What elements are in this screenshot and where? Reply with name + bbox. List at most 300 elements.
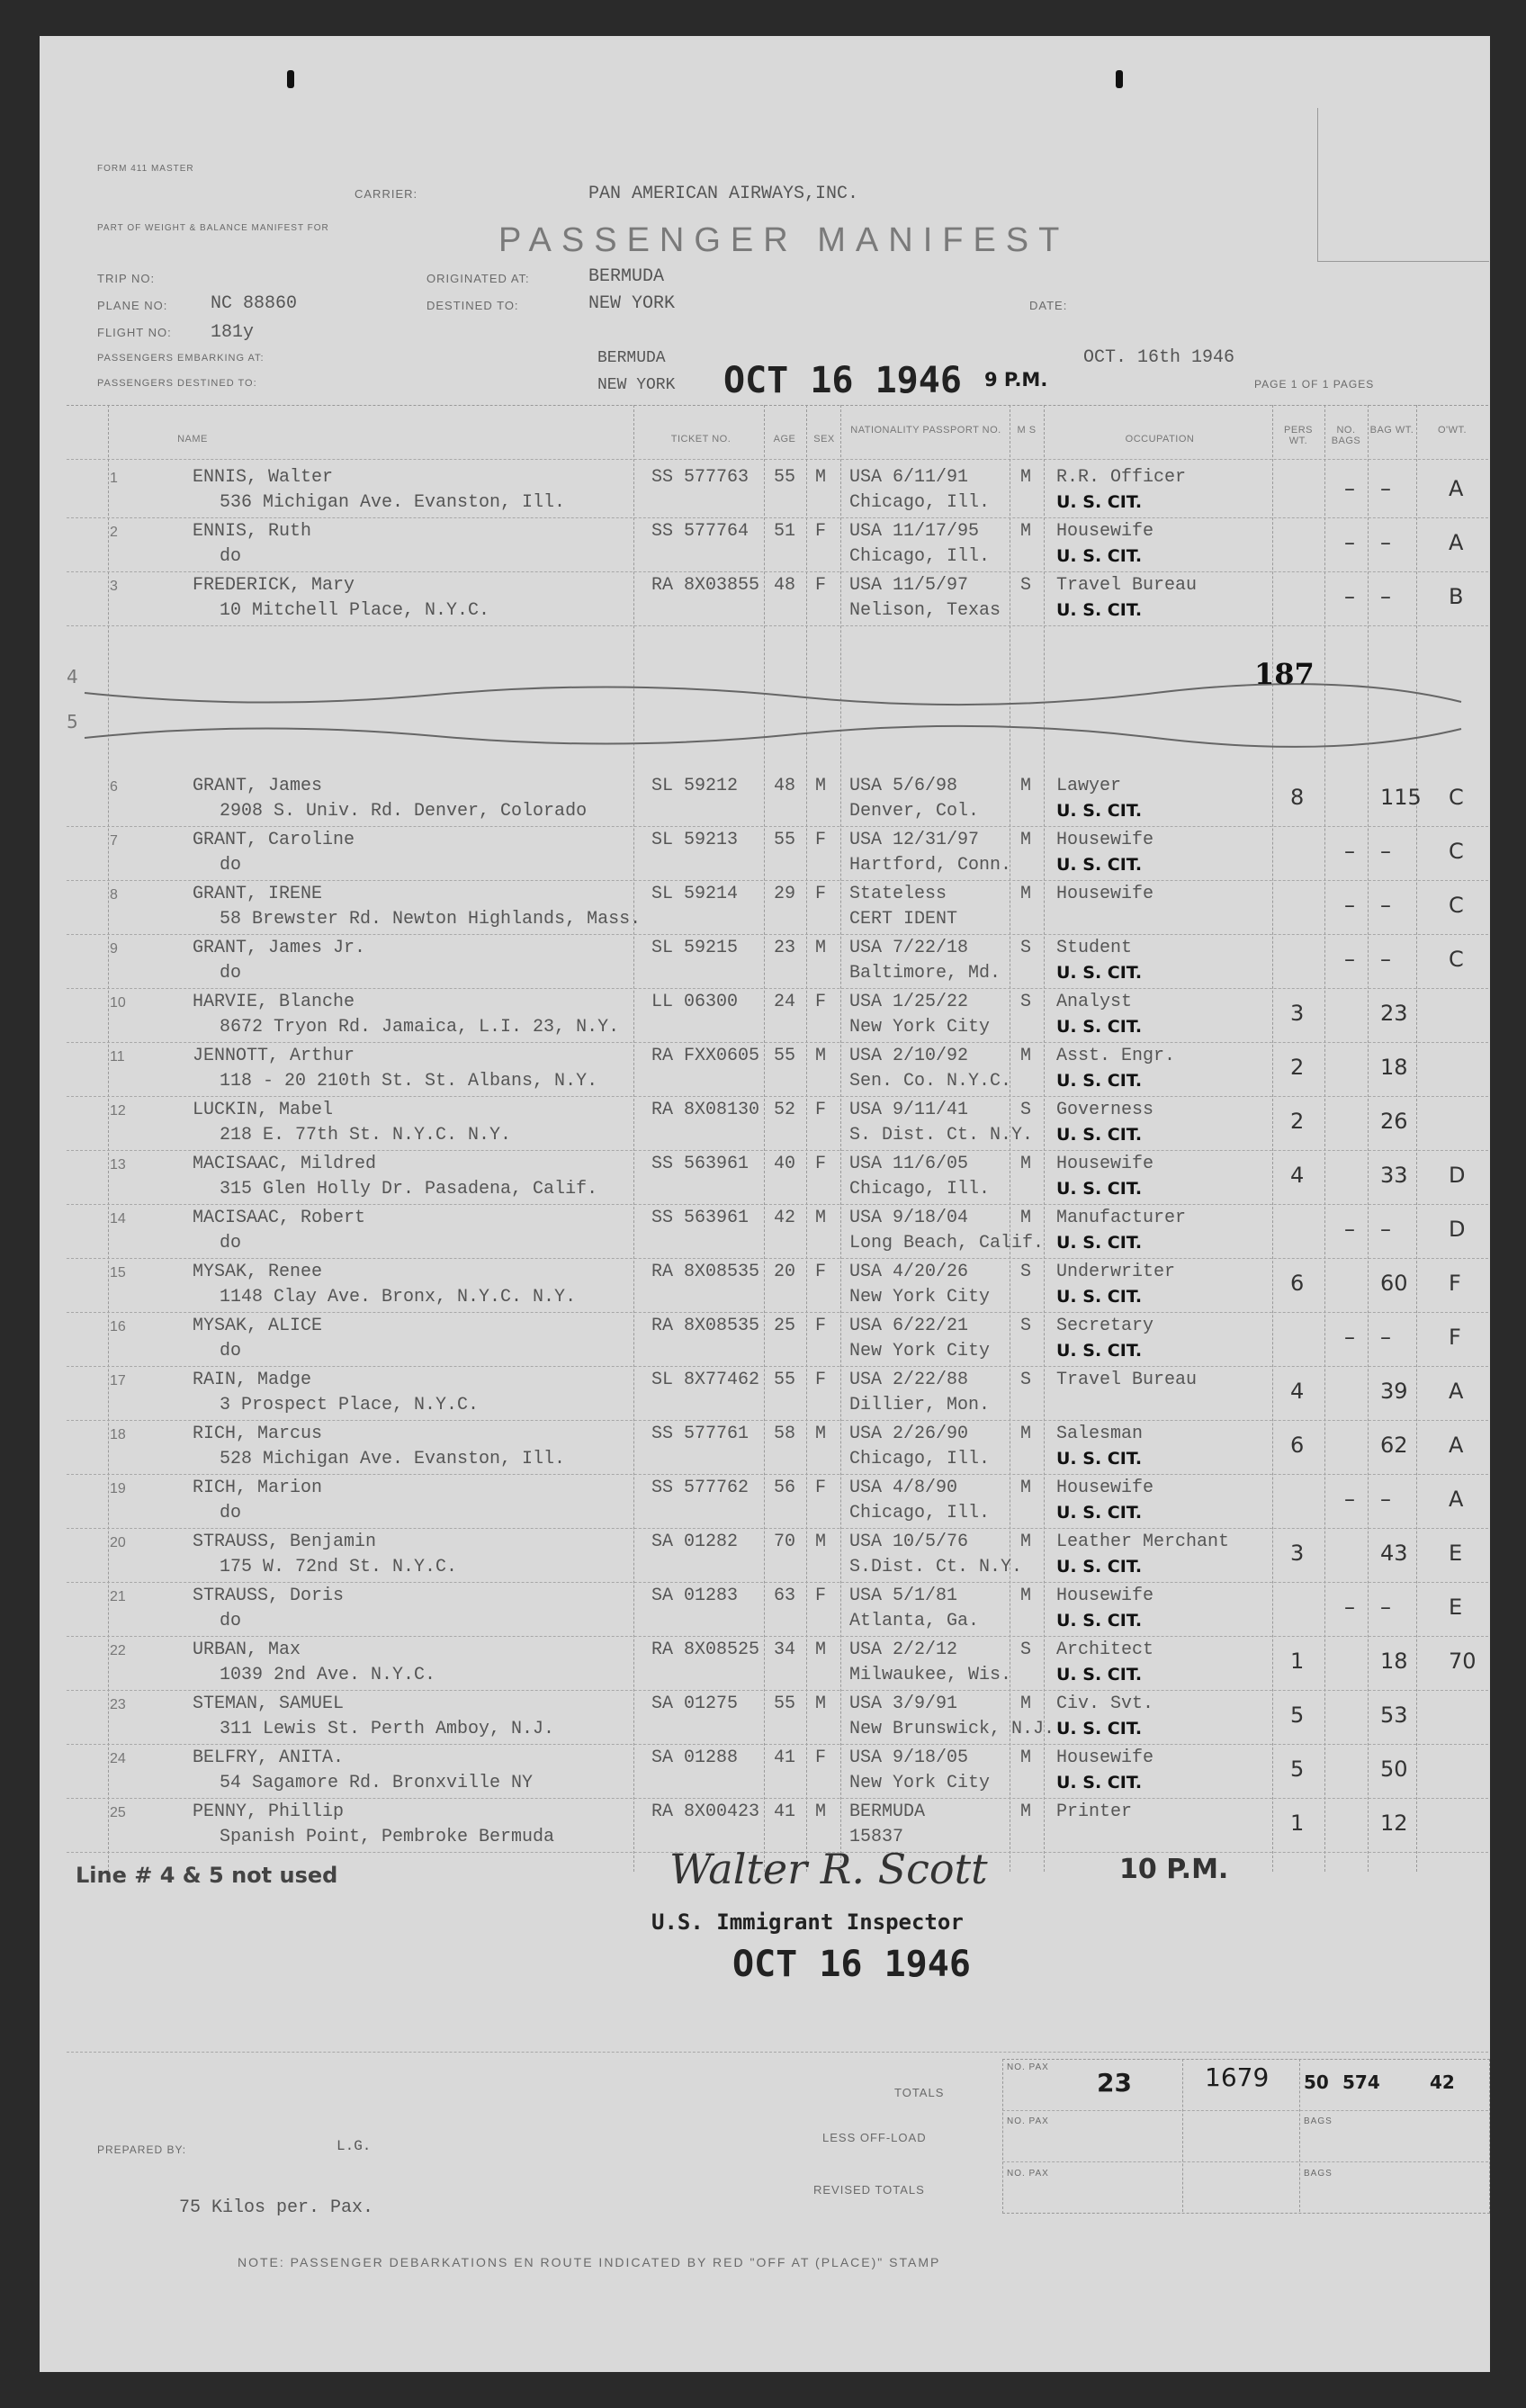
passport-place: Milwaukee, Wis.	[849, 1665, 1012, 1685]
col-occupation: OCCUPATION	[1125, 434, 1195, 445]
ticket-number: SA 01283	[651, 1586, 739, 1606]
overweight-code: E	[1449, 1595, 1463, 1620]
row-number: 19	[110, 1481, 126, 1496]
passport-place: Nelison, Texas	[849, 600, 1001, 621]
passport-place: Sen. Co. N.Y.C.	[849, 1071, 1012, 1092]
passenger-age: 25	[774, 1316, 796, 1336]
passenger-address: 118 - 20 210th St. St. Albans, N.Y.	[220, 1071, 598, 1092]
passenger-address: 2908 S. Univ. Rd. Denver, Colorado	[220, 801, 588, 822]
occupation: Housewife	[1056, 830, 1154, 850]
passenger-address: 218 E. 77th St. N.Y.C. N.Y.	[220, 1125, 512, 1146]
prepared-label: PREPARED BY:	[97, 2143, 187, 2156]
passport-place: New Brunswick, N.J.	[849, 1719, 1055, 1739]
plane-label: PLANE NO:	[97, 299, 168, 312]
marital-status: S	[1020, 1262, 1032, 1282]
carrier-label: CARRIER:	[355, 187, 418, 201]
passenger-age: 41	[774, 1802, 796, 1822]
overweight-code: F	[1449, 1325, 1461, 1350]
struck-row-num: 4	[67, 666, 78, 687]
passport-place: Long Beach, Calif.	[849, 1233, 1045, 1253]
passport-place: Chicago, Ill.	[849, 1503, 991, 1523]
passenger-name: FREDERICK, Mary	[193, 575, 355, 596]
passenger-sex: F	[815, 575, 827, 596]
passenger-address: do	[220, 855, 242, 876]
citizenship-stamp: U. S. CIT.	[1056, 1557, 1143, 1577]
citizenship-stamp: U. S. CIT.	[1056, 1125, 1143, 1145]
nationality: USA 11/5/97	[849, 575, 969, 596]
inspector-signature: Walter R. Scott	[669, 1845, 988, 1893]
row-number: 24	[110, 1751, 126, 1766]
occupation: Civ. Svt.	[1056, 1694, 1154, 1714]
marital-status: S	[1020, 1100, 1032, 1120]
weight-balance-label: PART OF WEIGHT & BALANCE MANIFEST FOR	[97, 223, 329, 233]
table-row	[103, 1744, 1488, 1798]
nationality: USA 9/11/41	[849, 1100, 969, 1120]
bag-weight: 50	[1380, 1757, 1408, 1782]
row-number: 25	[110, 1805, 126, 1820]
flight-value: 181y	[211, 322, 255, 343]
occupation: Printer	[1056, 1802, 1133, 1822]
marital-status: S	[1020, 1316, 1032, 1336]
citizenship-stamp: U. S. CIT.	[1056, 1719, 1143, 1739]
nationality: USA 5/6/98	[849, 776, 958, 796]
passenger-age: 55	[774, 1370, 796, 1390]
bag-count: –	[1344, 1595, 1355, 1620]
passenger-sex: M	[815, 938, 827, 958]
row-number: 17	[110, 1373, 126, 1388]
occupation: Housewife	[1056, 884, 1154, 904]
col-bag-wt: BAG WT.	[1369, 425, 1414, 436]
occupation: Salesman	[1056, 1424, 1144, 1444]
ticket-number: SL 8X77462	[651, 1370, 760, 1390]
passenger-address: 54 Sagamore Rd. Bronxville NY	[220, 1773, 534, 1793]
ticket-number: RA 8X08535	[651, 1262, 760, 1282]
nationality: USA 11/17/95	[849, 521, 980, 542]
citizenship-stamp: U. S. CIT.	[1056, 1503, 1143, 1523]
nationality: USA 2/22/88	[849, 1370, 969, 1390]
overweight-code: E	[1449, 1541, 1463, 1566]
nationality: USA 2/2/12	[849, 1640, 958, 1660]
occupation: Housewife	[1056, 1154, 1154, 1174]
passport-place: Dillier, Mon.	[849, 1395, 991, 1415]
passenger-sex: F	[815, 884, 827, 904]
bag-count: –	[1344, 1217, 1355, 1242]
marital-status: M	[1020, 776, 1032, 796]
citizenship-stamp: U. S. CIT.	[1056, 1233, 1143, 1253]
marital-status: M	[1020, 1478, 1032, 1498]
table-row	[103, 1636, 1488, 1690]
citizenship-stamp: U. S. CIT.	[1056, 1611, 1143, 1631]
bag-count: –	[1344, 839, 1355, 864]
inspector-title: U.S. Immigrant Inspector	[651, 1909, 964, 1935]
passenger-address: do	[220, 963, 242, 984]
bag-weight: 60	[1380, 1271, 1408, 1296]
date-stamp: OCT 16 1946	[723, 360, 962, 401]
overweight-code: C	[1449, 893, 1464, 918]
passenger-name: MYSAK, ALICE	[193, 1316, 323, 1336]
passenger-address: 1148 Clay Ave. Bronx, N.Y.C. N.Y.	[220, 1287, 577, 1307]
pers-weight: 3	[1290, 1001, 1305, 1026]
nopax-label: NO. PAX	[1007, 2062, 1049, 2072]
passenger-age: 55	[774, 1046, 796, 1066]
destined-at-label: PASSENGERS DESTINED TO:	[97, 378, 257, 389]
pers-weight: 4	[1290, 1379, 1305, 1404]
ticket-number: RA 8X03855	[651, 575, 760, 596]
bag-weight: –	[1380, 893, 1391, 918]
row-number: 22	[110, 1643, 126, 1658]
citizenship-stamp: U. S. CIT.	[1056, 1773, 1143, 1793]
bag-weight: 23	[1380, 1001, 1408, 1026]
passenger-sex: F	[815, 1262, 827, 1282]
passenger-sex: F	[815, 1100, 827, 1120]
occupation: Housewife	[1056, 1478, 1154, 1498]
ticket-number: SA 01275	[651, 1694, 739, 1714]
bag-count: –	[1344, 584, 1355, 609]
bag-weight: 12	[1380, 1810, 1408, 1836]
table-row	[103, 1798, 1488, 1852]
passenger-name: URBAN, Max	[193, 1640, 301, 1660]
table-row	[103, 1582, 1488, 1636]
passenger-address: 311 Lewis St. Perth Amboy, N.J.	[220, 1719, 555, 1739]
ticket-number: SL 59212	[651, 776, 739, 796]
inspector-date-stamp: OCT 16 1946	[732, 1944, 971, 1985]
row-number: 13	[110, 1157, 126, 1173]
citizenship-stamp: U. S. CIT.	[1056, 801, 1143, 821]
bag-count: –	[1344, 1487, 1355, 1512]
passenger-address: 58 Brewster Rd. Newton Highlands, Mass.	[220, 909, 642, 930]
marital-status: M	[1020, 1424, 1032, 1444]
occupation: Housewife	[1056, 1748, 1154, 1768]
occupation: Architect	[1056, 1640, 1154, 1660]
passenger-name: HARVIE, Blanche	[193, 992, 355, 1012]
ticket-number: SA 01282	[651, 1532, 739, 1552]
overweight-code: C	[1449, 785, 1464, 810]
pers-weight: 2	[1290, 1109, 1305, 1134]
bag-weight: –	[1380, 1217, 1391, 1242]
destined-value: NEW YORK	[588, 293, 676, 314]
col-name: NAME	[177, 434, 208, 445]
overweight-code: A	[1449, 476, 1464, 501]
table-row	[103, 772, 1488, 826]
table-row	[103, 463, 1488, 517]
bag-weight: 39	[1380, 1379, 1408, 1404]
occupation: Travel Bureau	[1056, 1370, 1198, 1390]
citizenship-stamp: U. S. CIT.	[1056, 963, 1143, 983]
marital-status: M	[1020, 830, 1032, 850]
total-overweight: 42	[1430, 2071, 1455, 2093]
passenger-address: 8672 Tryon Rd. Jamaica, L.I. 23, N.Y.	[220, 1017, 620, 1038]
occupation: Lawyer	[1056, 776, 1122, 796]
nationality: USA 1/25/22	[849, 992, 969, 1012]
row-number: 1	[110, 471, 118, 486]
bag-count: –	[1344, 530, 1355, 555]
passenger-sex: F	[815, 992, 827, 1012]
table-row	[103, 1042, 1488, 1096]
row-number: 9	[110, 941, 118, 957]
citizenship-stamp: U. S. CIT.	[1056, 1287, 1143, 1307]
occupation: Leather Merchant	[1056, 1532, 1230, 1552]
table-row	[103, 1096, 1488, 1150]
embarking-value: BERMUDA	[597, 349, 666, 367]
marital-status: M	[1020, 1694, 1032, 1714]
passenger-age: 55	[774, 1694, 796, 1714]
table-row	[103, 1528, 1488, 1582]
date-label: DATE:	[1029, 299, 1068, 312]
nationality: USA 5/1/81	[849, 1586, 958, 1606]
passport-place: New York City	[849, 1341, 991, 1361]
overweight-code: A	[1449, 530, 1464, 555]
originated-value: BERMUDA	[588, 266, 665, 287]
bag-weight: –	[1380, 1487, 1391, 1512]
pers-weight: 4	[1290, 1163, 1305, 1188]
overweight-code: A	[1449, 1487, 1464, 1512]
table-row	[103, 517, 1488, 571]
nationality: USA 2/10/92	[849, 1046, 969, 1066]
col-ms: M S	[1017, 425, 1037, 436]
total-weight: 1679	[1205, 2062, 1270, 2092]
bag-weight: 18	[1380, 1055, 1408, 1080]
passenger-name: GRANT, IRENE	[193, 884, 323, 904]
passenger-name: RAIN, Madge	[193, 1370, 312, 1390]
nationality: USA 10/5/76	[849, 1532, 969, 1552]
passenger-name: STRAUSS, Benjamin	[193, 1532, 377, 1552]
passport-place: Denver, Col.	[849, 801, 980, 822]
marital-status: M	[1020, 1748, 1032, 1768]
passenger-address: 528 Michigan Ave. Evanston, Ill.	[220, 1449, 566, 1469]
overweight-code: A	[1449, 1433, 1464, 1458]
marital-status: M	[1020, 467, 1032, 488]
marital-status: S	[1020, 992, 1032, 1012]
citizenship-stamp: U. S. CIT.	[1056, 1179, 1143, 1199]
table-row	[103, 826, 1488, 880]
table-row	[103, 1312, 1488, 1366]
passenger-sex: M	[815, 467, 827, 488]
corner-box	[1317, 108, 1489, 262]
nopax-label: NO. PAX	[1007, 2116, 1049, 2126]
pers-weight: 2	[1290, 1055, 1305, 1080]
occupation: Housewife	[1056, 1586, 1154, 1606]
citizenship-stamp: U. S. CIT.	[1056, 1665, 1143, 1685]
occupation: Housewife	[1056, 521, 1154, 542]
passport-place: New York City	[849, 1017, 991, 1038]
passenger-sex: F	[815, 830, 827, 850]
passenger-address: 10 Mitchell Place, N.Y.C.	[220, 600, 490, 621]
passenger-address: Spanish Point, Pembroke Bermuda	[220, 1827, 555, 1847]
pers-weight: 1	[1290, 1649, 1305, 1674]
passenger-age: 55	[774, 467, 796, 488]
row-number: 21	[110, 1589, 126, 1604]
overweight-code: D	[1449, 1217, 1466, 1242]
row-number: 15	[110, 1265, 126, 1280]
citizenship-stamp: U. S. CIT.	[1056, 1017, 1143, 1037]
overweight-code: D	[1449, 1163, 1466, 1188]
passenger-name: ENNIS, Ruth	[193, 521, 312, 542]
marital-status: S	[1020, 938, 1032, 958]
passport-place: CERT IDENT	[849, 909, 958, 930]
passenger-sex: F	[815, 1748, 827, 1768]
bag-weight: –	[1380, 530, 1391, 555]
passenger-sex: F	[815, 1478, 827, 1498]
prepared-value: L.G.	[337, 2138, 372, 2154]
overweight-code: B	[1449, 584, 1464, 609]
passenger-age: 55	[774, 830, 796, 850]
bag-count: –	[1344, 1325, 1355, 1350]
passenger-address: 315 Glen Holly Dr. Pasadena, Calif.	[220, 1179, 598, 1200]
nopax-label: NO. PAX	[1007, 2169, 1049, 2179]
passenger-sex: M	[815, 1424, 827, 1444]
passenger-address: do	[220, 1233, 242, 1253]
passenger-age: 58	[774, 1424, 796, 1444]
punch-hole-left	[287, 70, 294, 88]
form-code: FORM 411 MASTER	[97, 164, 194, 174]
row-number: 6	[110, 779, 118, 795]
manifest-title: PASSENGER MANIFEST	[498, 221, 1070, 259]
signature-time: 10 P.M.	[1119, 1854, 1229, 1885]
ticket-number: SA 01288	[651, 1748, 739, 1768]
bag-weight: 53	[1380, 1703, 1408, 1728]
kilos-note: 75 Kilos per. Pax.	[179, 2197, 374, 2218]
ticket-number: SS 577764	[651, 521, 750, 542]
marital-status: M	[1020, 1802, 1032, 1822]
date-value: OCT. 16th 1946	[1083, 347, 1235, 368]
col-no-bags: NO. BAGS	[1331, 425, 1361, 446]
pers-weight: 6	[1290, 1433, 1305, 1458]
passenger-age: 41	[774, 1748, 796, 1768]
total-bag-weight: 574	[1342, 2071, 1380, 2093]
passenger-age: 56	[774, 1478, 796, 1498]
passport-place: Chicago, Ill.	[849, 546, 991, 567]
bag-count: –	[1344, 476, 1355, 501]
occupation: R.R. Officer	[1056, 467, 1187, 488]
passenger-name: MYSAK, Renee	[193, 1262, 323, 1282]
passenger-name: LUCKIN, Mabel	[193, 1100, 334, 1120]
citizenship-stamp: U. S. CIT.	[1056, 1449, 1143, 1469]
passenger-age: 63	[774, 1586, 796, 1606]
passenger-age: 42	[774, 1208, 796, 1228]
row-number: 7	[110, 833, 118, 849]
marital-status: M	[1020, 1154, 1032, 1174]
punch-hole-right	[1116, 70, 1123, 88]
embarking-label: PASSENGERS EMBARKING AT:	[97, 353, 265, 364]
passenger-age: 23	[774, 938, 796, 958]
passenger-age: 48	[774, 776, 796, 796]
col-ow: O'WT.	[1437, 425, 1468, 436]
bags-label: BAGS	[1304, 2169, 1333, 2179]
citizenship-stamp: U. S. CIT.	[1056, 855, 1143, 875]
passenger-name: STRAUSS, Doris	[193, 1586, 345, 1606]
total-bags: 50	[1304, 2071, 1329, 2093]
row-number: 12	[110, 1103, 126, 1119]
total-pax: 23	[1097, 2068, 1132, 2098]
ticket-number: SL 59215	[651, 938, 739, 958]
bag-weight: –	[1380, 476, 1391, 501]
pers-weight: 5	[1290, 1703, 1305, 1728]
citizenship-stamp: U. S. CIT.	[1056, 492, 1143, 512]
pers-weight: 1	[1290, 1810, 1305, 1836]
table-row	[103, 1690, 1488, 1744]
ticket-number: RA 8X08535	[651, 1316, 760, 1336]
page-count: PAGE 1 OF 1 PAGES	[1254, 378, 1375, 391]
unused-lines-note: Line # 4 & 5 not used	[76, 1863, 338, 1888]
row-number: 23	[110, 1697, 126, 1712]
passenger-address: do	[220, 1503, 242, 1523]
passport-place: Chicago, Ill.	[849, 1449, 991, 1469]
passenger-sex: F	[815, 1154, 827, 1174]
passenger-name: RICH, Marion	[193, 1478, 323, 1498]
row-number: 3	[110, 579, 118, 594]
passenger-name: JENNOTT, Arthur	[193, 1046, 355, 1066]
passenger-sex: M	[815, 776, 827, 796]
ticket-number: SL 59214	[651, 884, 739, 904]
ticket-number: RA 8X08130	[651, 1100, 760, 1120]
passport-place: Chicago, Ill.	[849, 492, 991, 513]
bag-weight: 33	[1380, 1163, 1408, 1188]
nationality: USA 11/6/05	[849, 1154, 969, 1174]
passenger-address: do	[220, 1611, 242, 1631]
passenger-name: MACISAAC, Mildred	[193, 1154, 377, 1174]
table-row	[103, 934, 1488, 988]
passenger-sex: F	[815, 1586, 827, 1606]
row-number: 20	[110, 1535, 126, 1550]
passport-place: 15837	[849, 1827, 904, 1847]
bag-weight: –	[1380, 1595, 1391, 1620]
citizenship-stamp: U. S. CIT.	[1056, 1071, 1143, 1091]
nationality: BERMUDA	[849, 1802, 926, 1822]
passenger-address: do	[220, 546, 242, 567]
carrier-value: PAN AMERICAN AIRWAYS,INC.	[588, 184, 859, 204]
ticket-number: LL 06300	[651, 992, 739, 1012]
row-number: 16	[110, 1319, 126, 1334]
nationality: USA 9/18/05	[849, 1748, 969, 1768]
struck-row-num: 5	[67, 711, 78, 732]
citizenship-stamp: U. S. CIT.	[1056, 600, 1143, 620]
passport-place: New York City	[849, 1773, 991, 1793]
flight-label: FLIGHT NO:	[97, 326, 172, 339]
passport-place: Baltimore, Md.	[849, 963, 1001, 984]
col-sex: SEX	[813, 434, 835, 445]
nationality: USA 4/8/90	[849, 1478, 958, 1498]
passport-place: S.Dist. Ct. N.Y.	[849, 1557, 1023, 1577]
marital-status: M	[1020, 1046, 1032, 1066]
passenger-sex: M	[815, 1640, 827, 1660]
stamp-time: 9 P.M.	[984, 369, 1048, 391]
ticket-number: SS 577763	[651, 467, 750, 488]
pers-weight: 8	[1290, 785, 1305, 810]
occupation: Underwriter	[1056, 1262, 1176, 1282]
bag-count: –	[1344, 893, 1355, 918]
passport-place: Chicago, Ill.	[849, 1179, 991, 1200]
ticket-number: SL 59213	[651, 830, 739, 850]
passenger-name: ENNIS, Walter	[193, 467, 334, 488]
destined-label: DESTINED TO:	[426, 299, 519, 312]
ticket-number: SS 563961	[651, 1154, 750, 1174]
passenger-name: STEMAN, SAMUEL	[193, 1694, 345, 1714]
bag-weight: 62	[1380, 1433, 1408, 1458]
row-number: 11	[110, 1049, 125, 1065]
passenger-address: 3 Prospect Place, N.Y.C.	[220, 1395, 480, 1415]
bags-label: BAGS	[1304, 2116, 1333, 2126]
ticket-number: SS 563961	[651, 1208, 750, 1228]
table-row	[103, 1474, 1488, 1528]
table-row	[103, 880, 1488, 934]
row-number: 18	[110, 1427, 126, 1442]
passenger-sex: F	[815, 521, 827, 542]
passenger-age: 24	[774, 992, 796, 1012]
passenger-age: 29	[774, 884, 796, 904]
passenger-sex: M	[815, 1046, 827, 1066]
passenger-name: BELFRY, ANITA.	[193, 1748, 345, 1768]
marital-status: S	[1020, 1640, 1032, 1660]
